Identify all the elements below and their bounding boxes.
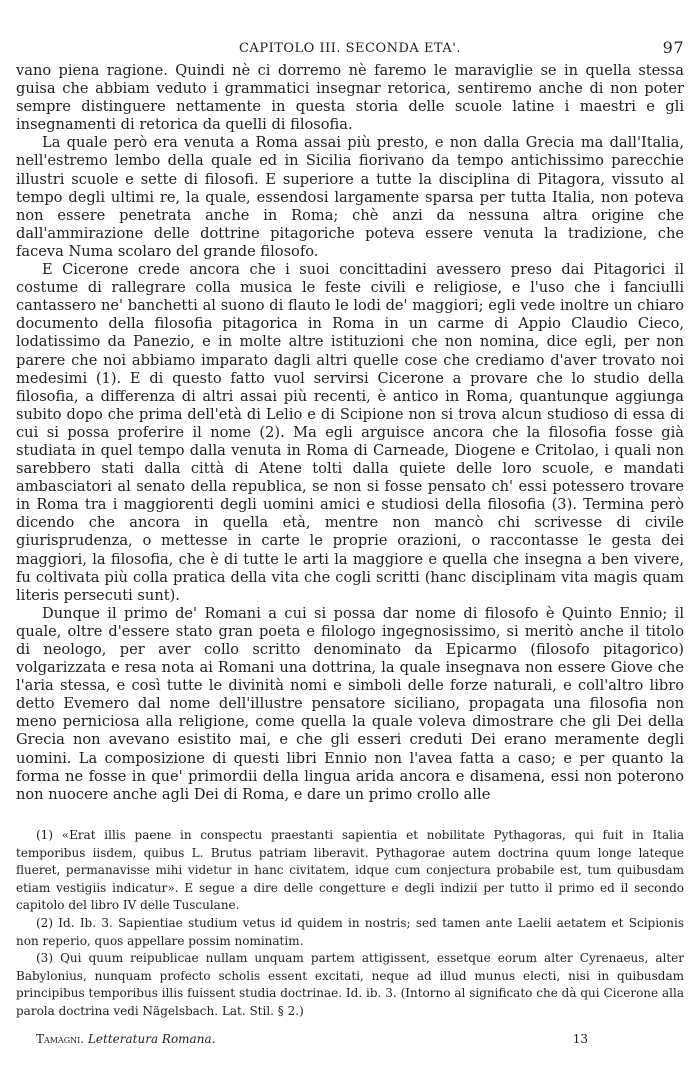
running-title: CAPITOLO III. SECONDA ETA'. xyxy=(238,41,461,56)
paragraph: vano piena ragione. Quindi nè ci dorremo nè faremo le maraviglie se in quella stessa guisa che abbiam veduto i grammatici insegnar retorica, sentiremo anche di non poter sempre distinguere nettamente in questa storia delle scuole latine i maestri e gli insegnamenti di retorica da quelli di filosofia. xyxy=(16,62,684,134)
page-header xyxy=(16,38,684,60)
page-number: 97 xyxy=(662,38,684,57)
paragraph: La quale però era venuta a Roma assai più presto, e non dalla Grecia ma dall'Italia, nell'estremo lembo della quale ed in Sicilia fiorivano da tempo antichissimo parecchie illustri scuole e sette di filosofi. E superiore a tutte la disciplina di Pitagora, vissuto al tempo degli ultimi re, la quale, essendosi largamente sparsa per tutta Italia, non poteva non essere penetrata anche in Roma; chè anzi da nessuna altra origine che dall'ammirazione delle dottrine pitagoriche poteva essere venuta la tradizione, che faceva Numa scolaro del grande filosofo. xyxy=(16,134,684,260)
paragraph: E Cicerone crede ancora che i suoi concittadini avessero preso dai Pitagorici il costume di rallegrare colla musica le feste civili e religiose, e l'uso che i fanciulli cantassero ne' banchetti al suono di flauto le lodi de' maggiori; egli vede inoltre un chiaro documento della filosofia pitagorica in Roma in un carme di Appio Claudio Cieco, lodatissimo da Panezio, e in molte altre istituzioni che non nomina, dice egli, per non parere che noi abbiamo imparato dagli altri quelle cose che crediamo d'aver trovato noi medesimi (1). E di questo fatto vuol servirsi Cicerone a provare che lo studio della filosofia, a differenza di altri assai più recenti, è antico in Roma, quantunque aggiunga subito dopo che prima dell'età di Lelio e di Scipione non si trova alcun studioso di essa di cui si possa proferire il nome (2). Ma egli arguisce ancora che la filosofia fosse già studiata in quel tempo dalla venuta in Roma di Carneade, Diogene e Critolao, i quali non sarebbero stati dalla città di Atene tolti dalla quiete delle loro scuole, e mandati ambasciatori al senato della republica, se non si fosse pensato ch' essi potessero trovare in Roma tra i maggiorenti degli uomini amici e studiosi della filosofia (3). Termina però dicendo che ancora in quella età, mentre non mancò chi scrivesse di civile giurisprudenza, o mettesse in carte le proprie orazioni, o raccontasse le gesta dei maggiori, la filosofia, che è di tutte le arti la maggiore e quella che insegna a ben vivere, fu coltivata più colla pratica della vita che cogli scritti (hanc disciplinam vita magis quam literis persecuti sunt). xyxy=(16,261,684,604)
paragraph: Dunque il primo de' Romani a cui si possa dar nome di filosofo è Quinto Ennio; il quale, oltre d'essere stato gran poeta e filologo ingegnosissimo, si meritò anche il titolo di neologo, per aver collo scritto denominato da Epicarmo (filosofo pitagorico) volgarizzata e resa nota ai Romani una dottrina, la quale insegnava non essere Giove che l'aria stessa, e così tutte le divinità nomi e simboli delle forze naturali, e coll'altro libro detto Evemero dal nome dell'illustre pensatore siciliano, propagata una filosofia non meno perniciosa alla religione, come quella la quale voleva dimostrare che gli Dei della Grecia non avevano esistito mai, e che gli esseri creduti Dei erano meramente degli uomini. La composizione di questi libri Ennio non l'avea fatta a caso; e per quanto la forma ne fosse in que' primordii della lingua arida ancora e disamena, essi non poterono non nuocere anche agli Dei di Roma, e dare un primo crollo alle xyxy=(16,604,684,803)
footer-credit xyxy=(36,1032,215,1046)
footnote: (3) Qui quum reipublicae nullam unquam partem attigissent, essetque eorum alter Cyrenaeus, alter Babylonius, nunquam profecto scholis essent excitati, neque ad illud munus electi, nisi in quibusdam principibus temporibus illis fuissent studia doctrinae. Id. ib. 3. (Intorno al significato che dà qui Cicerone alla parola doctrina vedi Nägelsbach. Lat. Stil. § 2.) xyxy=(16,951,684,1018)
page-footer xyxy=(16,1032,684,1050)
footer-work: Letteratura Romana. xyxy=(87,1032,216,1046)
footnote: (1) «Erat illis paene in conspectu praestanti sapientia et nobilitate Pythagoras, qui fuit in Italia temporibus iisdem, quibus L. Brutus patriam liberavit. Pythagorae autem doctrina quum longe lateque flueret, permanavisse mihi videtur in hanc civitatem, idque cum conjectura probabile est, tum quibusdam etiam vestigiis indicatur». E segue a dire delle congetture e degli indizii per tutto il primo ed il secondo capitolo del libro IV delle Tusculane. xyxy=(16,828,684,913)
footnote: (2) Id. Ib. 3. Sapientiae studium vetus id quidem in nostris; sed tamen ante Laelii aetatem et Scipionis non reperio, quos appellare possim nominatim. xyxy=(16,915,684,948)
footer-author: Tamagni. xyxy=(36,1032,85,1046)
footnotes xyxy=(16,827,684,1021)
signature-mark: 13 xyxy=(572,1032,588,1046)
main-text xyxy=(16,62,684,804)
